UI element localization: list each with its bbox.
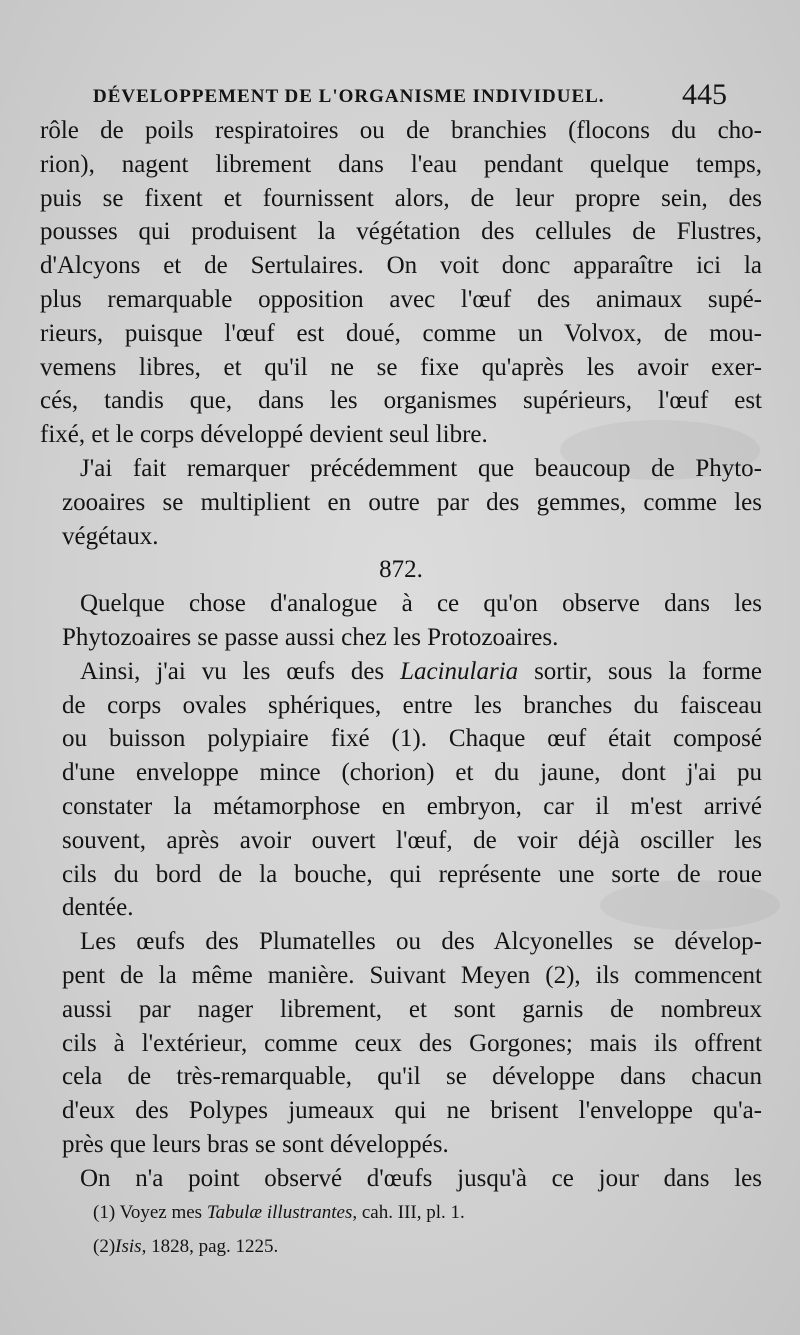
text-line: On n'a point observé d'œufs jusqu'à ce jour dans les [80, 1164, 762, 1192]
text-line: plus remarquable opposition avec l'œuf des animaux supé- [40, 285, 762, 313]
text-line: dentée. [62, 894, 134, 922]
text-line: cils à l'extérieur, comme ceux des Gorgones; mais ils offrent [62, 1029, 762, 1057]
section-number: 872. [379, 556, 423, 584]
text-line: constater la métamorphose en embryon, car il m'est arrivé [62, 792, 762, 820]
text-line: cés, tandis que, dans les organismes supérieurs, l'œuf est [40, 387, 762, 415]
text-line: près que leurs bras se sont développés. [62, 1130, 449, 1158]
footnote-title: Isis [115, 1236, 142, 1257]
footnote-text: , 1828, pag. 1225. [141, 1236, 279, 1257]
text-line [40, 655, 762, 689]
text-line: cela de très-remarquable, qu'il se développe dans chacun [62, 1063, 762, 1091]
text-line: puis se fixent et fournissent alors, de leur propre sein, des [40, 184, 762, 212]
running-title: DÉVELOPPEMENT DE L'ORGANISME INDIVIDUEL. [93, 86, 605, 107]
text-line: rieurs, puisque l'œuf est doué, comme un Volvox, de mou- [40, 319, 762, 347]
footnote-1 [93, 1196, 753, 1230]
text-line: aussi par nager librement, et sont garnis de nombreux [62, 995, 762, 1023]
text-line: d'eux des Polypes jumeaux qui ne brisent l'enveloppe qu'a- [62, 1097, 762, 1125]
text-line: Phytozoaires se passe aussi chez les Protozoaires. [62, 623, 559, 651]
text-line: cils du bord de la bouche, qui représente une sorte de roue [62, 860, 762, 888]
text-line: rôle de poils respiratoires ou de branchies (flocons du cho- [40, 117, 762, 144]
footnote-text: , cah. III, pl. 1. [352, 1202, 465, 1223]
footnote-2 [93, 1230, 753, 1264]
footnote-text: Voyez mes [119, 1202, 203, 1223]
text-line: souvent, après avoir ouvert l'œuf, de voir déjà osciller les [62, 826, 762, 854]
text-line: d'une enveloppe mince (chorion) et du jaune, dont j'ai pu [62, 759, 762, 787]
text-line: Quelque chose d'analogue à ce qu'on observe dans les [80, 590, 762, 618]
text-line: d'Alcyons et de Sertulaires. On voit donc apparaître ici la [40, 252, 762, 280]
text-line: rion), nagent librement dans l'eau pendant quelque temps, [40, 150, 762, 178]
text-line: de corps ovales sphériques, entre les branches du faisceau [62, 691, 762, 719]
body-text [40, 114, 762, 1196]
footnote-marker: (1) [93, 1202, 116, 1223]
footnote-marker: (2) [93, 1236, 116, 1257]
text-line: zooaires se multiplient en outre par des gemmes, comme les [62, 488, 762, 516]
text-line: pousses qui produisent la végétation des cellules de Flustres, [40, 218, 762, 246]
text-line: pent de la même manière. Suivant Meyen (2), ils commencent [62, 961, 762, 989]
text-line: Les œufs des Plumatelles ou des Alcyonelles se dévelop- [80, 928, 762, 956]
page-number: 445 [682, 78, 727, 111]
lacinularia-line: Ainsi, j'ai vu les œufs des Lacinularia sortir, sous la forme [80, 657, 762, 685]
text-line: ou buisson polypiaire fixé (1). Chaque œuf était composé [62, 725, 762, 753]
text-line: vemens libres, et qu'il ne se fixe qu'après les avoir exer- [40, 353, 762, 381]
text-line: végétaux. [62, 522, 159, 550]
footnotes [93, 1196, 753, 1264]
footnote-title: Tabulæ illustrantes [206, 1202, 353, 1223]
text-line: fixé, et le corps développé devient seul libre. [40, 421, 488, 449]
text-line: J'ai fait remarquer précédemment que beaucoup de Phyto- [80, 454, 762, 482]
